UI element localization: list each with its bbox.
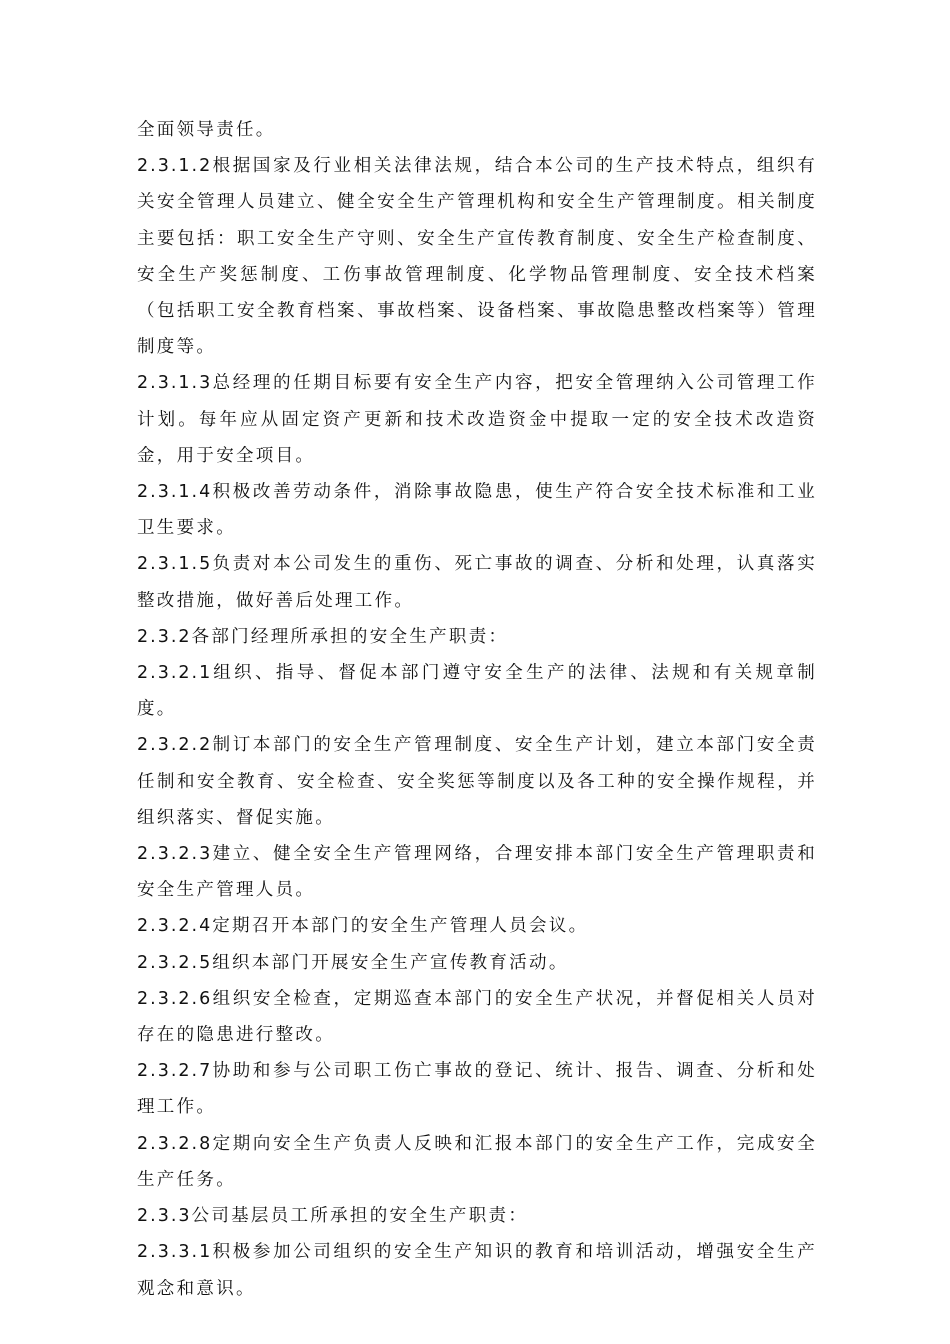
document-body <box>137 112 817 1307</box>
paragraph-text: 建立、健全安全生产管理网络，合理安排本部门安全生产管理职责和安全生产管理人员。 <box>137 844 817 901</box>
paragraph-text: 公司基层员工所承担的安全生产职责： <box>191 1206 529 1227</box>
paragraph-text: 根据国家及行业相关法律法规，结合本公司的生产技术特点，组织有关安全管理人员建立、健全安全生产管理机构和安全生产管理制度。相关制度主要包括：职工安全生产守则、安全生产宣传教育制度、安全生产检查制度、安全生产奖惩制度、工伤事故管理制度、化学物品管理制度、安全技术档案（包括职工安全教育档案、事故档案、设备档案、事故隐患整改档案等）管理制度等。 <box>137 156 817 358</box>
section-number: 2.3.1.5 <box>137 554 213 575</box>
paragraph-2-3-1-4 <box>137 474 817 546</box>
paragraph-2-3-1-5 <box>137 546 817 618</box>
paragraph-text: 全面领导责任。 <box>137 120 276 140</box>
paragraph-text: 积极改善劳动条件，消除事故隐患，使生产符合安全技术标准和工业卫生要求。 <box>137 482 817 539</box>
section-number: 2.3.3.1 <box>137 1242 213 1263</box>
paragraph-2-3-2-6 <box>137 981 817 1053</box>
section-number: 2.3.1.4 <box>137 482 213 503</box>
paragraph-text: 积极参加公司组织的安全生产知识的教育和培训活动，增强安全生产观念和意识。 <box>137 1242 817 1299</box>
section-number: 2.3.3 <box>137 1206 192 1227</box>
paragraph-text: 负责对本公司发生的重伤、死亡事故的调查、分析和处理，认真落实整改措施，做好善后处理工作。 <box>137 554 817 611</box>
paragraph-continuation <box>137 112 817 148</box>
paragraph-2-3-2-2 <box>137 727 817 836</box>
section-number: 2.3.2.5 <box>137 952 213 973</box>
paragraph-2-3-2-3 <box>137 836 817 908</box>
paragraph-text: 制订本部门的安全生产管理制度、安全生产计划，建立本部门安全责任制和安全教育、安全检查、安全奖惩等制度以及各工种的安全操作规程，并组织落实、督促实施。 <box>137 735 817 828</box>
paragraph-text: 协助和参与公司职工伤亡事故的登记、统计、报告、调查、分析和处理工作。 <box>137 1061 817 1118</box>
paragraph-2-3-1-3 <box>137 365 817 474</box>
paragraph-text: 组织本部门开展安全生产宣传教育活动。 <box>212 952 569 973</box>
section-number: 2.3.1.2 <box>137 156 213 177</box>
paragraph-2-3-2-8 <box>137 1126 817 1198</box>
section-heading-2-3-2 <box>137 619 817 655</box>
paragraph-text: 各部门经理所承担的安全生产职责： <box>191 626 509 647</box>
paragraph-2-3-2-4 <box>137 908 817 944</box>
paragraph-2-3-1-2 <box>137 148 817 365</box>
section-number: 2.3.2.3 <box>137 844 213 865</box>
section-number: 2.3.1.3 <box>137 373 213 394</box>
paragraph-2-3-2-7 <box>137 1053 817 1125</box>
section-number: 2.3.2.6 <box>137 988 213 1009</box>
section-number: 2.3.2.7 <box>137 1061 213 1082</box>
section-number: 2.3.2.4 <box>137 916 213 937</box>
section-number: 2.3.2.2 <box>137 735 213 756</box>
paragraph-text: 组织、指导、督促本部门遵守安全生产的法律、法规和有关规章制度。 <box>137 663 817 720</box>
paragraph-2-3-3-1 <box>137 1234 817 1306</box>
paragraph-text: 定期召开本部门的安全生产管理人员会议。 <box>212 916 589 937</box>
paragraph-text: 定期向安全生产负责人反映和汇报本部门的安全生产工作，完成安全生产任务。 <box>137 1133 817 1190</box>
paragraph-text: 组织安全检查，定期巡查本部门的安全生产状况，并督促相关人员对存在的隐患进行整改。 <box>137 988 817 1046</box>
section-number: 2.3.2.8 <box>137 1133 213 1154</box>
paragraph-text: 总经理的任期目标要有安全生产内容，把安全管理纳入公司管理工作计划。每年应从固定资产更新和技术改造资金中提取一定的安全技术改造资金，用于安全项目。 <box>137 373 817 466</box>
section-heading-2-3-3 <box>137 1198 817 1234</box>
paragraph-2-3-2-5 <box>137 945 817 981</box>
paragraph-2-3-2-1 <box>137 655 817 727</box>
section-number: 2.3.2.1 <box>137 663 213 684</box>
section-number: 2.3.2 <box>137 626 192 647</box>
